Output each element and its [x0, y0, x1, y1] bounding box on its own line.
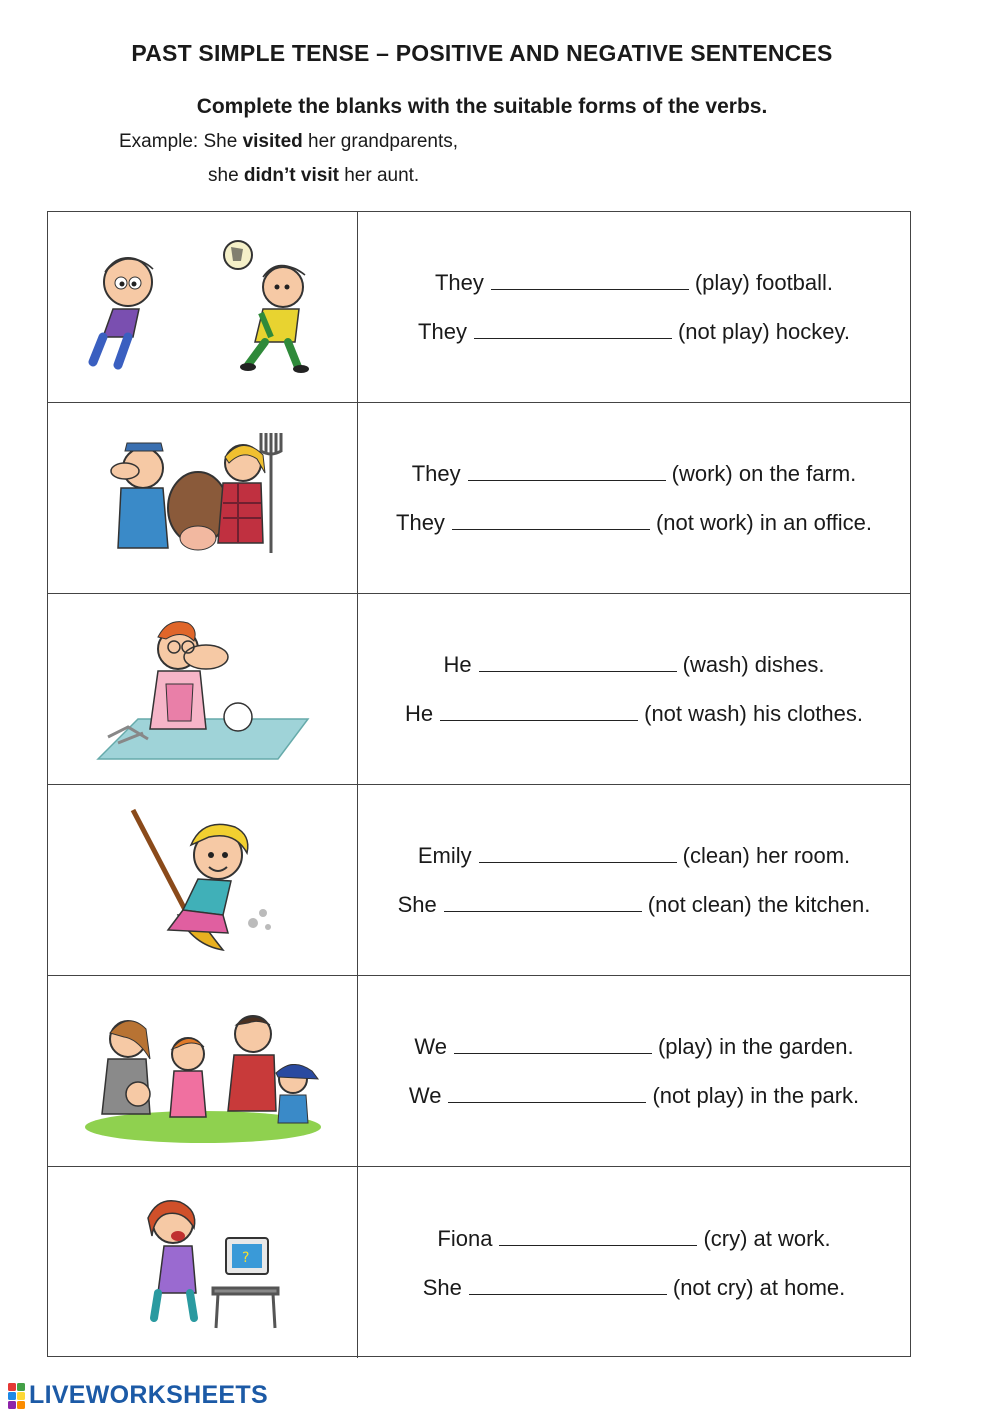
sentence-positive	[435, 258, 833, 307]
example-line-1	[119, 131, 458, 153]
sentence-subject: We	[414, 1034, 447, 1059]
sentences-cell	[358, 594, 910, 784]
family-in-garden-illustration	[78, 999, 328, 1144]
sentence-rest: (play) football.	[694, 270, 834, 295]
answer-blank[interactable]	[479, 844, 677, 863]
sentence-positive	[418, 831, 850, 880]
answer-blank[interactable]	[454, 1035, 652, 1054]
sentence-rest: (work) on the farm.	[671, 461, 857, 486]
table-row	[48, 403, 910, 594]
picture-cell	[48, 976, 358, 1166]
farmers-with-cow-illustration	[103, 423, 303, 573]
example-bold-verb: didn’t visit	[243, 165, 339, 186]
sentence-negative	[418, 307, 850, 356]
page-title: PAST SIMPLE TENSE – POSITIVE AND NEGATIVE SENTENCES	[131, 40, 833, 66]
logo-square	[17, 1392, 25, 1400]
sentences-cell	[358, 1167, 910, 1358]
sentence-subject: They	[434, 270, 484, 295]
sentence-subject: Fiona	[437, 1225, 493, 1251]
table-row	[48, 212, 910, 403]
logo-square	[17, 1401, 25, 1409]
answer-blank[interactable]	[452, 511, 650, 530]
logo-square	[17, 1383, 25, 1391]
sentence-rest: (not clean) the kitchen.	[647, 892, 871, 917]
sentence-negative	[423, 1263, 846, 1312]
example-prefix: Example: She	[119, 131, 243, 152]
table-row	[48, 976, 910, 1167]
logo-square	[8, 1392, 16, 1400]
example-bold-verb: visited	[242, 131, 303, 152]
picture-cell	[48, 403, 358, 593]
sentence-subject: We	[408, 1083, 442, 1108]
answer-blank[interactable]	[499, 1227, 697, 1246]
answer-blank[interactable]	[469, 1276, 667, 1295]
logo-square	[8, 1401, 16, 1409]
picture-cell	[48, 785, 358, 975]
sentence-rest: (play) in the garden.	[657, 1034, 854, 1059]
table-row	[48, 594, 910, 785]
sentence-rest: (wash) dishes.	[682, 652, 825, 677]
sentence-rest: (not cry) at home.	[672, 1274, 846, 1300]
example-suffix: her grandparents,	[302, 131, 459, 152]
picture-cell	[48, 594, 358, 784]
sentences-cell	[358, 976, 910, 1166]
sentence-rest: (cry) at work.	[703, 1225, 831, 1251]
picture-cell	[48, 1167, 358, 1358]
man-washing-dishes-illustration	[88, 609, 318, 769]
sentences-cell	[358, 785, 910, 975]
example-suffix: her aunt.	[338, 165, 420, 186]
footer-branding[interactable]	[8, 1381, 268, 1410]
sentences-cell	[358, 403, 910, 593]
brand-name: LIVEWORKSHEETS	[29, 1381, 268, 1409]
sentence-positive	[437, 1214, 830, 1263]
logo-square	[8, 1383, 16, 1391]
example-prefix: she	[208, 165, 244, 186]
svg-text:?: ?	[241, 1249, 249, 1266]
boys-playing-football-illustration	[73, 237, 333, 377]
table-row	[48, 785, 910, 976]
instruction-text: Complete the blanks with the suitable forms of the verbs.	[196, 95, 768, 118]
exercise-table	[47, 211, 911, 1357]
sentence-negative	[396, 498, 872, 547]
sentence-rest: (not work) in an office.	[655, 510, 872, 535]
sentence-subject: They	[418, 319, 467, 344]
sentence-negative	[409, 1071, 859, 1120]
answer-blank[interactable]	[440, 702, 638, 721]
sentence-negative	[398, 880, 871, 929]
sentences-cell	[358, 212, 910, 402]
table-row	[48, 1167, 910, 1358]
sentence-rest: (not play) hockey.	[677, 319, 850, 344]
sentence-rest: (not play) in the park.	[652, 1083, 860, 1108]
sentence-subject: He	[405, 701, 434, 726]
sentence-subject: She	[397, 892, 437, 917]
answer-blank[interactable]	[491, 271, 689, 290]
answer-blank[interactable]	[448, 1084, 646, 1103]
sentence-rest: (clean) her room.	[682, 843, 851, 868]
answer-blank[interactable]	[479, 653, 677, 672]
answer-blank[interactable]	[444, 893, 642, 912]
sentence-negative	[405, 689, 863, 738]
sentence-positive	[414, 1022, 853, 1071]
answer-blank[interactable]	[474, 320, 672, 339]
liveworksheets-logo-icon	[8, 1383, 25, 1409]
sentence-subject: He	[443, 652, 472, 677]
sentence-rest: (not wash) his clothes.	[644, 701, 863, 726]
sentence-subject: They	[396, 510, 445, 535]
woman-crying-at-computer-illustration	[118, 1188, 288, 1338]
sentence-positive	[412, 449, 857, 498]
answer-blank[interactable]	[468, 462, 666, 481]
sentence-subject: Emily	[417, 843, 472, 868]
sentence-subject: They	[411, 461, 461, 486]
girl-sweeping-illustration	[123, 805, 283, 955]
example-line-2	[208, 165, 419, 187]
sentence-positive	[444, 640, 825, 689]
picture-cell	[48, 212, 358, 402]
sentence-subject: She	[422, 1274, 462, 1300]
